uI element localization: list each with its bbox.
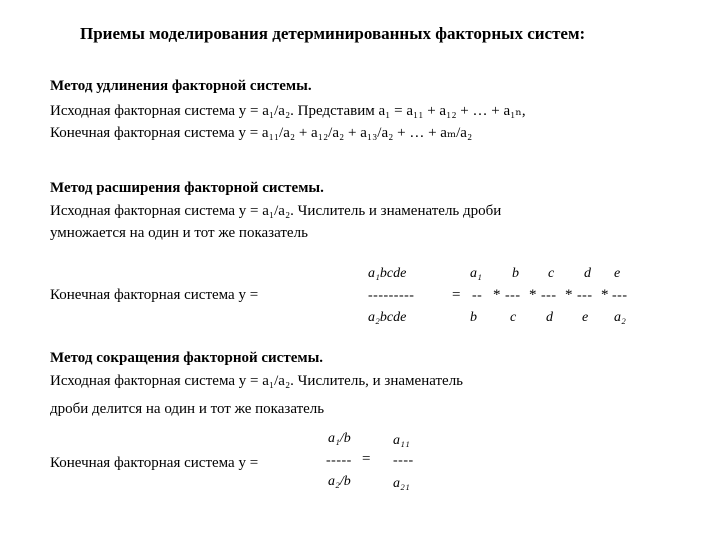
factor-bottom: a₂ <box>614 310 626 325</box>
elongation-line-1 <box>50 101 526 120</box>
factor-bottom: b <box>470 310 477 325</box>
times-sign: * <box>601 287 609 303</box>
factor-bar: --- <box>541 288 557 303</box>
reduction-numerator: a₁/b <box>328 431 351 446</box>
elongation-line-2 <box>50 123 472 142</box>
expansion-heading: Метод расширения факторной системы. <box>50 180 324 196</box>
reduction-equals: = <box>362 451 371 467</box>
reduction-line-1: Исходная факторная система y = a₁/a₂. Числитель, и знаменатель <box>50 373 464 389</box>
expansion-equals: = <box>452 287 461 303</box>
expansion-denominator: a₂bcde <box>368 310 407 325</box>
factor-bottom: e <box>582 310 589 325</box>
factor-bar: --- <box>612 288 628 303</box>
factor-bar: --- <box>577 288 593 303</box>
expansion-line-1: Исходная факторная система y = a₁/a₂. Числитель и знаменатель дроби <box>50 203 502 219</box>
reduction-result-bar: ---- <box>393 453 414 468</box>
reduction-result-denominator: a₂₁ <box>393 476 410 491</box>
factor-bottom: d <box>546 310 553 325</box>
times-sign: * <box>493 287 501 303</box>
reduction-heading: Метод сокращения факторной системы. <box>50 350 324 366</box>
elongation-line-2-formula: y = a₁₁/a₂ + a₁₂/a₂ + a₁₃/a₂ + … + aₘ/a₂ <box>238 125 473 141</box>
reduction-result-numerator: a₁₁ <box>393 433 410 448</box>
page-title: Приемы моделирования детерминированных факторных систем: <box>80 24 586 43</box>
elongation-line-1-formula: y = a₁/a₂. Представим a₁ = a₁₁ + a₁₂ + … + a₁ₙ, <box>238 103 526 119</box>
factor-bar: --- <box>505 288 521 303</box>
expansion-numerator: a₁bcde <box>368 266 407 281</box>
times-sign: * <box>565 287 573 303</box>
expansion-fraction-bar: --------- <box>368 288 415 303</box>
elongation-heading: Метод удлинения факторной системы. <box>50 78 312 94</box>
expansion-line-2: умножается на один и тот же показатель <box>50 225 308 241</box>
factor-top: b <box>512 266 519 281</box>
elongation-line-1-text: Исходная факторная система <box>50 103 239 119</box>
reduction-line-2: дроби делится на один и тот же показатель <box>50 401 325 417</box>
factor-top: a₁ <box>470 266 482 281</box>
reduction-final-label: Конечная факторная система у = <box>50 455 259 471</box>
factor-bottom: c <box>510 310 517 325</box>
factor-top: d <box>584 266 591 281</box>
reduction-denominator: a₂/b <box>328 474 351 489</box>
factor-top: c <box>548 266 555 281</box>
reduction-fraction-bar: ----- <box>326 453 352 468</box>
factor-top: e <box>614 266 621 281</box>
expansion-final-label: Конечная факторная система у = <box>50 287 259 303</box>
times-sign: * <box>529 287 537 303</box>
elongation-line-2-text: Конечная факторная система <box>50 125 239 141</box>
factor-bar: -- <box>472 288 483 303</box>
